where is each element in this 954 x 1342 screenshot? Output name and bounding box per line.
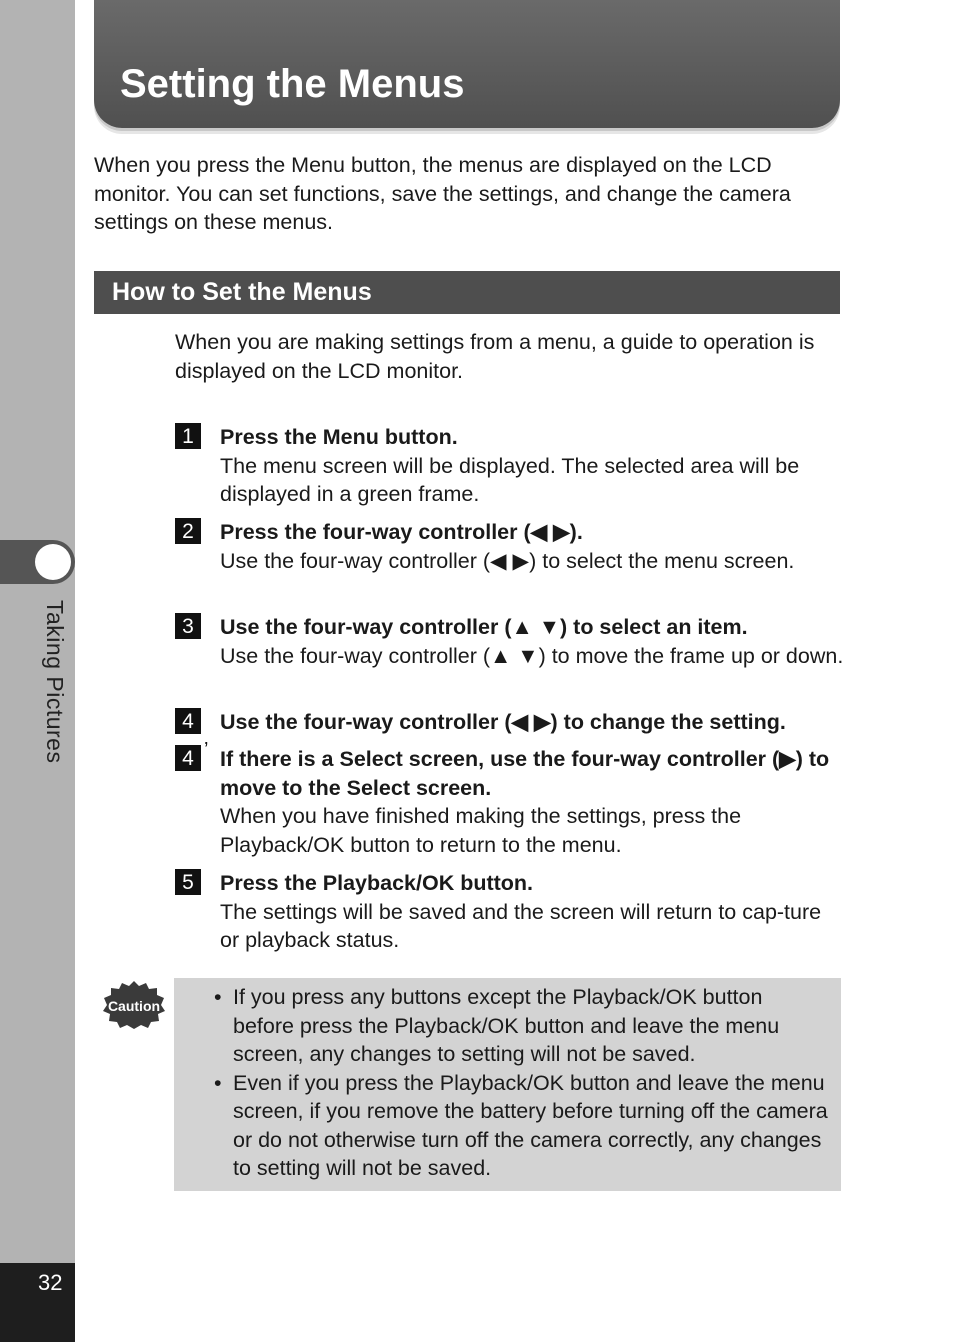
step-number: 1 bbox=[175, 423, 201, 449]
section-intro: When you are making settings from a menu, a guide to operation is displayed on the LCD monitor. bbox=[175, 330, 815, 383]
step-number-prime: ’ bbox=[204, 739, 209, 761]
caution-list bbox=[214, 983, 829, 1183]
page-number: 32 bbox=[38, 1270, 63, 1295]
step-4 bbox=[175, 708, 845, 737]
caution-box bbox=[174, 978, 841, 1191]
step-4-prime bbox=[175, 739, 845, 859]
step-title: Press the Menu button. bbox=[220, 425, 458, 449]
step-description: Use the four-way controller (◀ ▶) to select the menu screen. bbox=[220, 548, 795, 573]
caution-item: • Even if you press the Playback/OK button and leave the menu screen, if you remove the battery before turning off the camera or do not otherwise turn off the camera correctly, any changes to setting will not be saved. bbox=[214, 1069, 829, 1183]
caution-item: • If you press any buttons except the Playback/OK button before press the Playback/OK button and leave the menu screen, any changes to setting will not be saved. bbox=[214, 983, 829, 1069]
step-title: Press the four-way controller (◀ ▶). bbox=[220, 520, 583, 544]
step-title: Use the four-way controller (◀ ▶) to change the setting. bbox=[220, 710, 786, 734]
step-title: If there is a Select screen, use the four-way controller (▶) to move to the Select screen. bbox=[220, 747, 830, 800]
chapter-tab-marker bbox=[35, 544, 71, 580]
step-description: When you have finished making the settings, press the Playback/OK button to return to the menu. bbox=[220, 804, 742, 857]
step-number bbox=[175, 739, 209, 771]
step-title: Use the four-way controller (▲ ▼) to select an item. bbox=[220, 615, 748, 639]
caution-icon-label: Caution bbox=[107, 998, 161, 1014]
chapter-label: Taking Pictures bbox=[42, 600, 68, 764]
intro-paragraph: When you press the Menu button, the menus are displayed on the LCD monitor. You can set functions, save the settings, and change the camera settings on these menus. bbox=[94, 153, 791, 234]
step-3 bbox=[175, 613, 845, 670]
caution-icon bbox=[102, 980, 166, 1030]
step-1 bbox=[175, 423, 845, 509]
step-2 bbox=[175, 518, 845, 575]
step-number: 3 bbox=[175, 613, 201, 639]
step-5 bbox=[175, 869, 845, 955]
step-title: Press the Playback/OK button. bbox=[220, 871, 534, 895]
page-title: Setting the Menus bbox=[120, 62, 465, 106]
step-description: The menu screen will be displayed. The selected area will be displayed in a green frame. bbox=[220, 453, 800, 506]
step-description: The settings will be saved and the screen will return to cap-ture or playback status. bbox=[220, 899, 822, 952]
step-number: 5 bbox=[175, 869, 201, 895]
step-number: 2 bbox=[175, 518, 201, 544]
section-title: How to Set the Menus bbox=[112, 278, 372, 306]
step-number-digit: 4 bbox=[182, 747, 194, 770]
step-description: Use the four-way controller (▲ ▼) to move the frame up or down. bbox=[220, 643, 844, 668]
step-number: 4 bbox=[175, 708, 201, 734]
